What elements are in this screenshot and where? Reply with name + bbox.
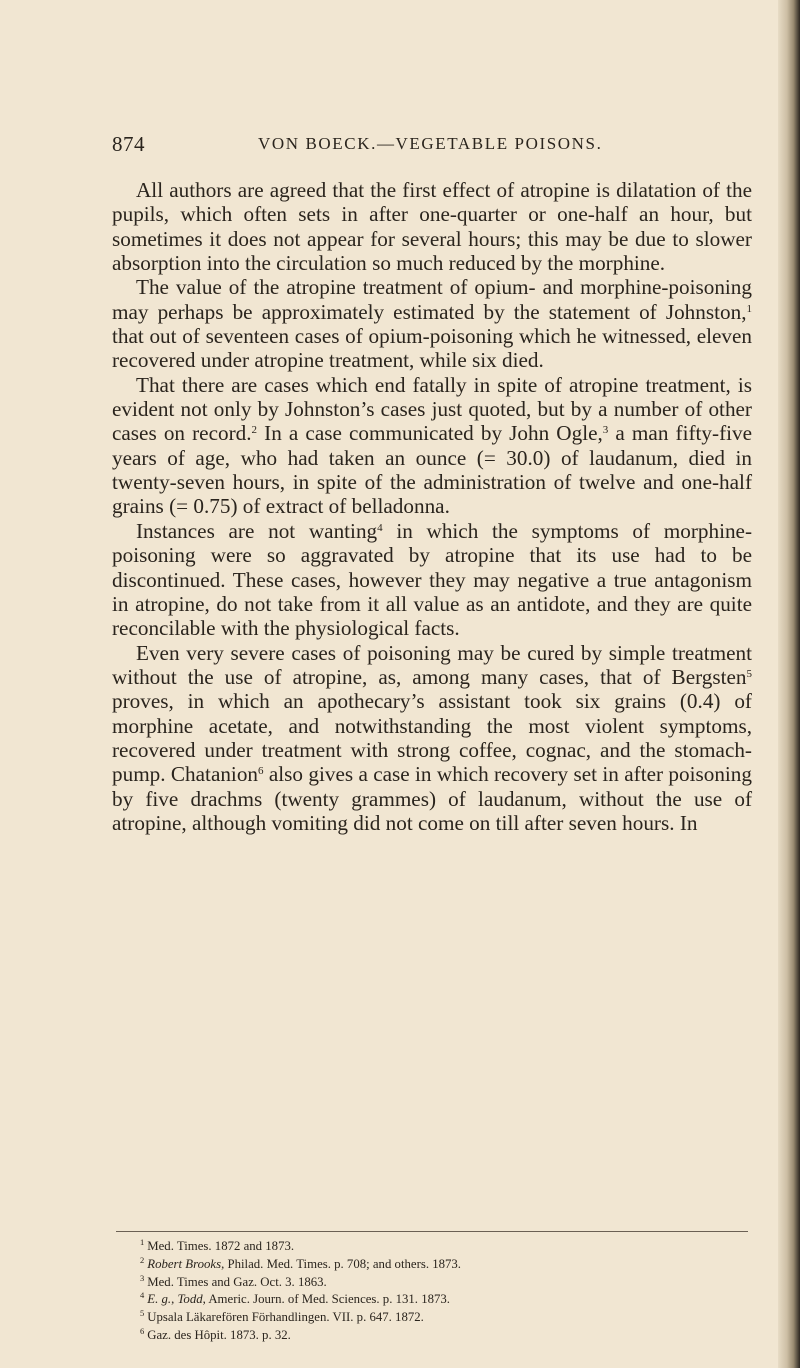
footnotes <box>140 1238 740 1345</box>
paragraph-4 <box>112 519 752 641</box>
page-header <box>112 132 752 162</box>
footnote-5 <box>140 1309 740 1327</box>
paragraph-text: All authors are agreed that the first effect of atropine is dilatation of the pupils, which often sets in after one-quarter or one-half an hour, but sometimes it does not appear for several hours; this may be due to slower absorption into the circulation so much reduced by the morphine. <box>112 178 752 276</box>
footnote-6 <box>140 1327 740 1345</box>
paragraph-text: also gives a case in which recovery set in after poisoning by five drachms (twenty grammes) of laudanum, without the use of atropine, although vomiting did not come on till after seven hours. In <box>112 762 752 835</box>
footnote-3 <box>140 1274 740 1292</box>
paragraph-text: that out of seventeen cases of opium-poisoning which he witnessed, eleven recovered under atropine treatment, while six died. <box>112 324 752 373</box>
paragraph-text: Instances are not wanting <box>136 518 378 543</box>
footnote-author: Robert Brooks <box>147 1256 222 1271</box>
footnote-separator: , <box>171 1292 178 1307</box>
page-edge-shadow <box>778 0 800 1368</box>
footnote-text: Gaz. des Hôpit. 1873. p. 32. <box>147 1327 291 1342</box>
paragraph-1 <box>112 178 752 275</box>
footnote-abbrev: E. g. <box>147 1292 172 1307</box>
footnote-ref[interactable]: 4 <box>377 521 383 534</box>
paragraph-text: proves, in which an apothecary’s assistant took six grains (0.4) of morphine acetate, and notwithstanding the most violent symptoms, recovered under treatment with strong coffee, cognac, and the stomach-pump. Chatanion <box>112 689 752 787</box>
paragraph-text: In a case communicated by John Ogle, <box>257 421 603 446</box>
paragraph-text: Even very severe cases of poisoning may be cured by simple treatment without the use of atropine, as, among many cases, that of Bergsten <box>112 640 752 689</box>
footnote-mark: 6 <box>140 1325 145 1336</box>
footnote-mark: 1 <box>140 1237 145 1247</box>
paragraph-5 <box>112 641 752 836</box>
footnote-ref[interactable]: 2 <box>251 424 258 437</box>
footnote-4 <box>140 1291 740 1309</box>
footnote-mark: 4 <box>140 1290 145 1301</box>
paragraph-text: a man fifty-five years of age, who had taken an ounce (= 30.0) of laudanum, died in twenty-seven hours, in spite of the administration of twelve and one-half grains (= 0.75) of extract of belladonna. <box>112 421 753 519</box>
paragraph-3 <box>112 373 752 519</box>
footnote-text: Med. Times and Gaz. Oct. 3. 1863. <box>147 1274 327 1289</box>
paragraph-2 <box>112 275 752 372</box>
footnote-ref[interactable]: 3 <box>602 424 609 437</box>
running-head: VON BOECK.—VEGETABLE POISONS. <box>258 134 603 153</box>
footnote-mark: 3 <box>140 1272 145 1283</box>
footnote-mark: 5 <box>140 1308 145 1319</box>
footnote-ref[interactable]: 5 <box>746 667 752 680</box>
footnote-text: , Americ. Journ. of Med. Sciences. p. 131. 1873. <box>202 1292 450 1307</box>
footnote-text: Upsala Läkarefören Förhandlingen. VII. p. 647. 1872. <box>147 1310 424 1325</box>
paragraph-text: That there are cases which end fatally in spite of atropine treatment, is evident not only by Johnston’s cases just quoted, but by a number of other cases on record. <box>112 372 752 446</box>
footnote-ref[interactable]: 6 <box>258 765 264 778</box>
page-number: 874 <box>112 132 145 156</box>
paragraph-text: in which the symptoms of morphine-poisoning were so aggravated by atropine that its use had to be discontinued. These cases, however they may negative a true antagonism in atropine, do not take from it all value as an antidote, and they are quite reconcilable with the physiological facts. <box>112 518 753 641</box>
footnote-divider <box>116 1231 748 1232</box>
footnote-2 <box>140 1256 740 1274</box>
footnote-1 <box>140 1238 740 1256</box>
footnote-text: , Philad. Med. Times. p. 708; and others. 1873. <box>221 1256 462 1271</box>
footnote-mark: 2 <box>140 1254 145 1265</box>
body-text <box>112 178 752 835</box>
paragraph-text: The value of the atropine treatment of opium- and morphine-poisoning may perhaps be approximately estimated by the statement of Johnston, <box>112 275 752 324</box>
footnote-text: Med. Times. 1872 and 1873. <box>147 1239 295 1253</box>
footnote-ref[interactable]: 1 <box>746 302 752 315</box>
footnote-author: Todd <box>177 1292 203 1307</box>
